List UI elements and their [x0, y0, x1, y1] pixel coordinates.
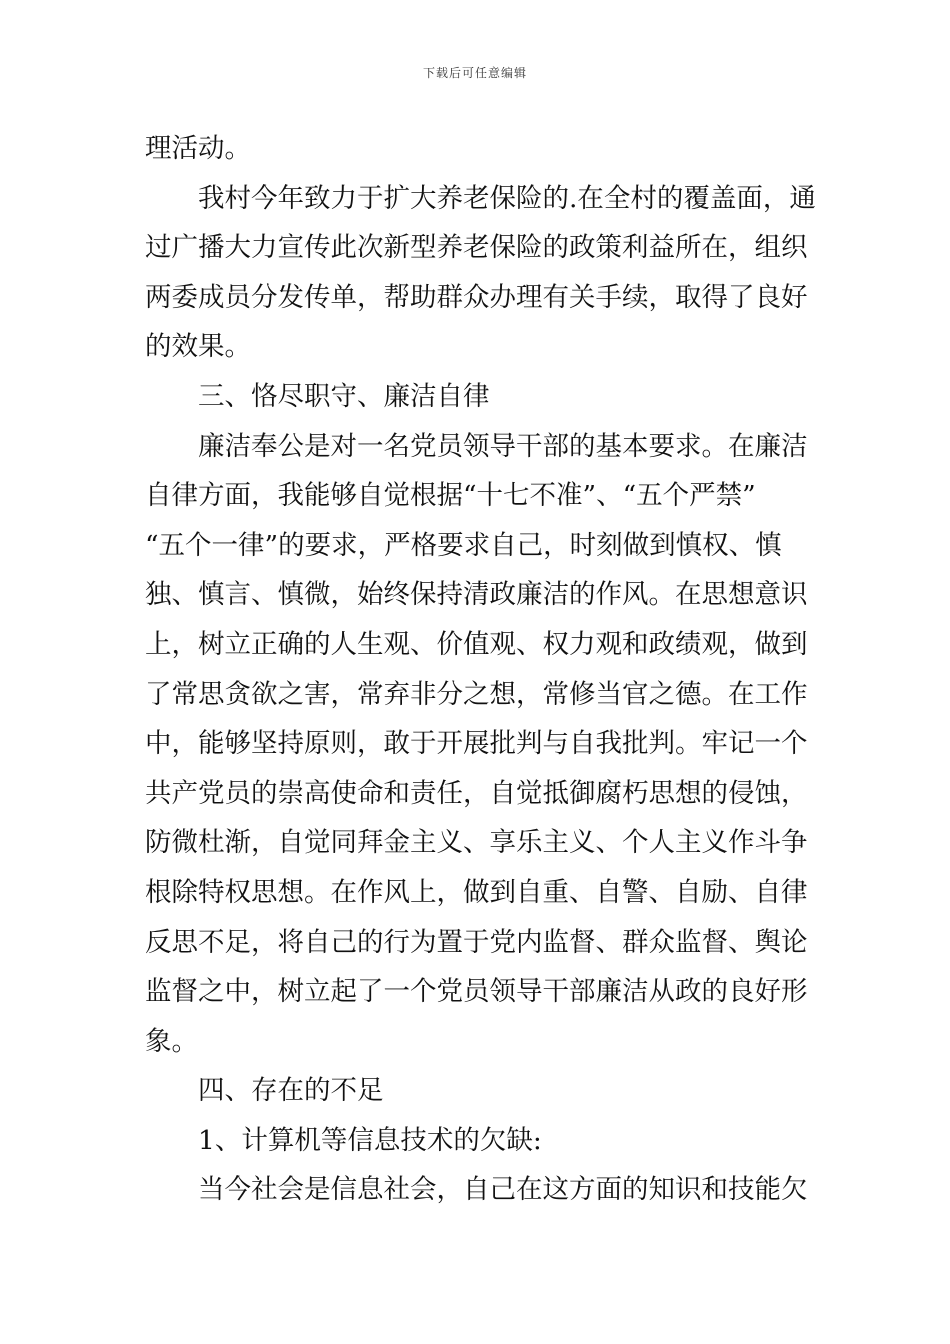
text-line: 象。: [145, 1025, 198, 1057]
text-line: 共产党员的崇高使命和责任，自觉抵御腐朽思想的侵蚀，: [145, 777, 808, 809]
section-heading: 三、恪尽职守、廉洁自律: [198, 380, 490, 412]
text-line: 自律方面，我能够自觉根据“十七不准”、“五个严禁”: [145, 480, 756, 512]
text-line: 我村今年致力于扩大养老保险的.在全村的覆盖面，通: [198, 182, 816, 214]
document-body: [145, 124, 816, 1215]
text-line: 两委成员分发传单，帮助群众办理有关手续，取得了良好: [145, 281, 808, 313]
text-line: 防微杜渐，自觉同拜金主义、享乐主义、个人主义作斗争: [145, 827, 808, 859]
text-line: 过广播大力宣传此次新型养老保险的政策利益所在，组织: [145, 232, 808, 264]
text-line: 上，树立正确的人生观、价值观、权力观和政绩观，做到: [145, 628, 808, 660]
text-line: 中，能够坚持原则，敢于开展批判与自我批判。牢记一个: [145, 728, 808, 760]
text-line: 当今社会是信息社会，自己在这方面的知识和技能欠: [198, 1174, 808, 1206]
text-line: 的效果。: [145, 331, 251, 363]
text-line: 根除特权思想。在作风上，做到自重、自警、自励、自律: [145, 876, 808, 908]
text-line: 理活动。: [145, 133, 251, 164]
page-header: 下载后可任意编辑: [422, 66, 527, 80]
text-line: 了常思贪欲之害，常弃非分之想，常修当官之德。在工作: [145, 678, 808, 710]
text-line: 廉洁奉公是对一名党员领导干部的基本要求。在廉洁: [198, 430, 808, 462]
text-line: “五个一律”的要求，严格要求自己，时刻做到慎权、慎: [145, 529, 782, 561]
text-line: 反思不足，将自己的行为置于党内监督、群众监督、舆论: [145, 926, 808, 958]
text-line: 监督之中，树立起了一个党员领导干部廉洁从政的良好形: [145, 976, 808, 1008]
text-line: 独、慎言、慎微，始终保持清政廉洁的作风。在思想意识: [145, 579, 808, 611]
subsection-heading: 1、计算机等信息技术的欠缺:: [198, 1124, 542, 1156]
section-heading: 四、存在的不足: [198, 1075, 384, 1107]
